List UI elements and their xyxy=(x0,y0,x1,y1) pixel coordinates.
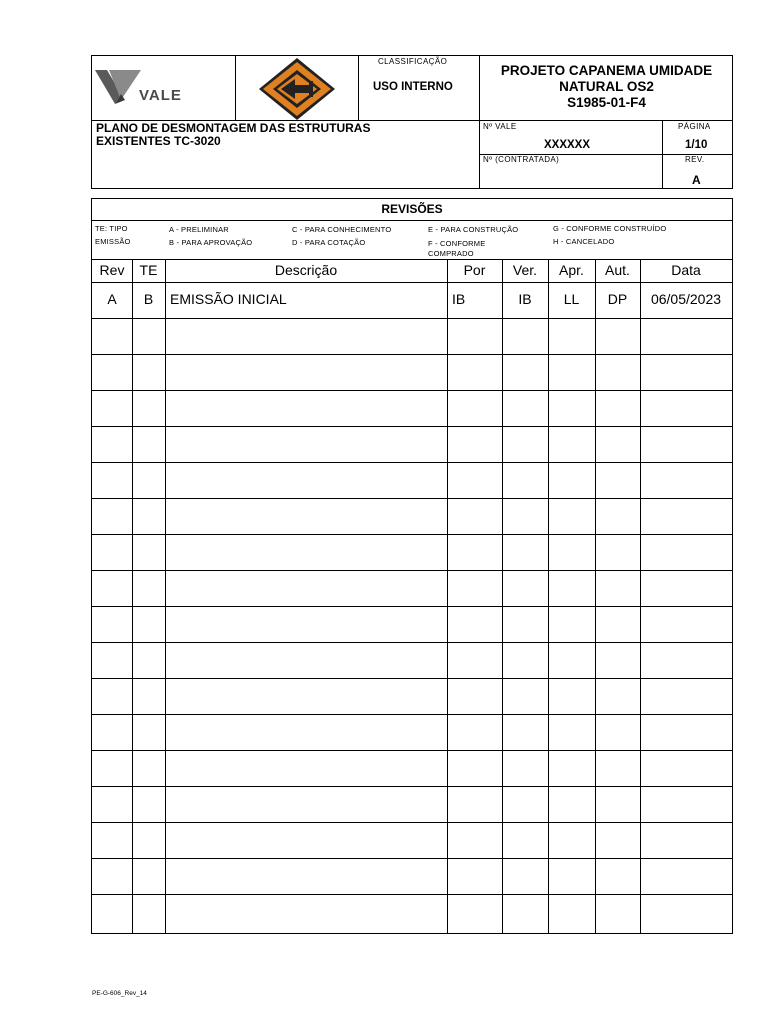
classification-label: CLASSIFICAÇÃO xyxy=(378,57,448,66)
row-divider xyxy=(92,750,732,751)
project-title-line: S1985-01-F4 xyxy=(567,95,646,110)
rev-label: REV. xyxy=(685,155,705,164)
row-divider xyxy=(92,354,732,355)
row-divider xyxy=(92,606,732,607)
revisions-title: REVISÕES xyxy=(381,202,443,216)
row-divider xyxy=(92,462,732,463)
row-divider xyxy=(92,678,732,679)
row-divider xyxy=(92,858,732,859)
table-cell-rev: A xyxy=(107,291,117,307)
row-divider xyxy=(92,390,732,391)
legend-h: H - CANCELADO xyxy=(553,237,615,246)
row-divider xyxy=(92,498,732,499)
row-divider xyxy=(92,822,732,823)
column-header-rev: Rev xyxy=(99,262,125,278)
table-cell-apr: LL xyxy=(563,291,580,307)
contractor-emblem-icon xyxy=(257,57,337,121)
pagina-value: 1/10 xyxy=(685,139,708,151)
column-divider xyxy=(548,259,549,934)
vale-logo xyxy=(95,68,225,108)
column-divider xyxy=(447,259,448,934)
legend-emissao: EMISSÃO xyxy=(95,237,131,246)
column-header-te: TE xyxy=(139,262,158,278)
row-divider xyxy=(92,282,732,283)
row-divider xyxy=(92,786,732,787)
revisions-block xyxy=(91,198,733,934)
legend-d: D - PARA COTAÇÃO xyxy=(292,238,366,247)
row-divider xyxy=(92,642,732,643)
classification-value: USO INTERNO xyxy=(373,81,453,93)
n-contratada-label: Nº (CONTRATADA) xyxy=(483,155,560,164)
table-cell-aut: DP xyxy=(607,291,628,307)
column-header-por: Por xyxy=(463,262,486,278)
document-title xyxy=(96,122,370,148)
row-divider xyxy=(92,426,732,427)
project-title-line: NATURAL OS2 xyxy=(559,79,654,94)
table-cell-ver: IB xyxy=(518,291,532,307)
column-header-apr: Apr. xyxy=(559,262,584,278)
legend-f-cont: COMPRADO xyxy=(428,249,474,258)
column-divider xyxy=(165,259,166,934)
legend-c: C - PARA CONHECIMENTO xyxy=(292,225,392,234)
n-vale-label: Nº VALE xyxy=(483,122,517,131)
table-cell-por: IB xyxy=(452,291,466,307)
pagina-label: PÁGINA xyxy=(678,122,711,131)
table-cell-descricao: EMISSÃO INICIAL xyxy=(170,291,287,307)
row-divider xyxy=(92,714,732,715)
column-header-aut: Aut. xyxy=(605,262,630,278)
form-code: PE-G-606_Rev_14 xyxy=(92,990,147,997)
column-divider xyxy=(132,259,133,934)
column-divider xyxy=(595,259,596,934)
legend-g: G - CONFORME CONSTRUÍDO xyxy=(553,224,667,233)
n-vale-value: XXXXXX xyxy=(544,139,591,151)
document-title-line: EXISTENTES TC-3020 xyxy=(96,134,221,148)
vale-logo-text: VALE xyxy=(139,87,182,104)
legend-f: F - CONFORME xyxy=(428,239,486,248)
table-cell-data: 06/05/2023 xyxy=(650,291,722,307)
project-title xyxy=(480,63,733,111)
legend-e: E - PARA CONSTRUÇÃO xyxy=(428,225,519,234)
column-header-descricao: Descrição xyxy=(274,262,338,278)
row-divider xyxy=(92,570,732,571)
table-cell-te: B xyxy=(143,291,154,307)
legend-a: A - PRELIMINAR xyxy=(169,225,229,234)
project-title-line: PROJETO CAPANEMA UMIDADE xyxy=(500,63,713,78)
column-divider xyxy=(502,259,503,934)
legend-b: B - PARA APROVAÇÃO xyxy=(169,238,253,247)
divider xyxy=(91,220,733,221)
document-title-line: PLANO DE DESMONTAGEM DAS ESTRUTURAS xyxy=(96,121,371,135)
divider xyxy=(358,55,359,120)
row-divider xyxy=(92,318,732,319)
column-divider xyxy=(640,259,641,934)
legend-te-tipo: TE: TIPO xyxy=(95,224,128,233)
column-header-ver: Ver. xyxy=(512,262,538,278)
divider xyxy=(91,259,733,260)
contractor-emblem xyxy=(257,57,337,121)
rev-value: A xyxy=(692,173,701,187)
divider xyxy=(235,55,236,120)
row-divider xyxy=(92,894,732,895)
column-header-data: Data xyxy=(671,262,701,278)
row-divider xyxy=(92,534,732,535)
